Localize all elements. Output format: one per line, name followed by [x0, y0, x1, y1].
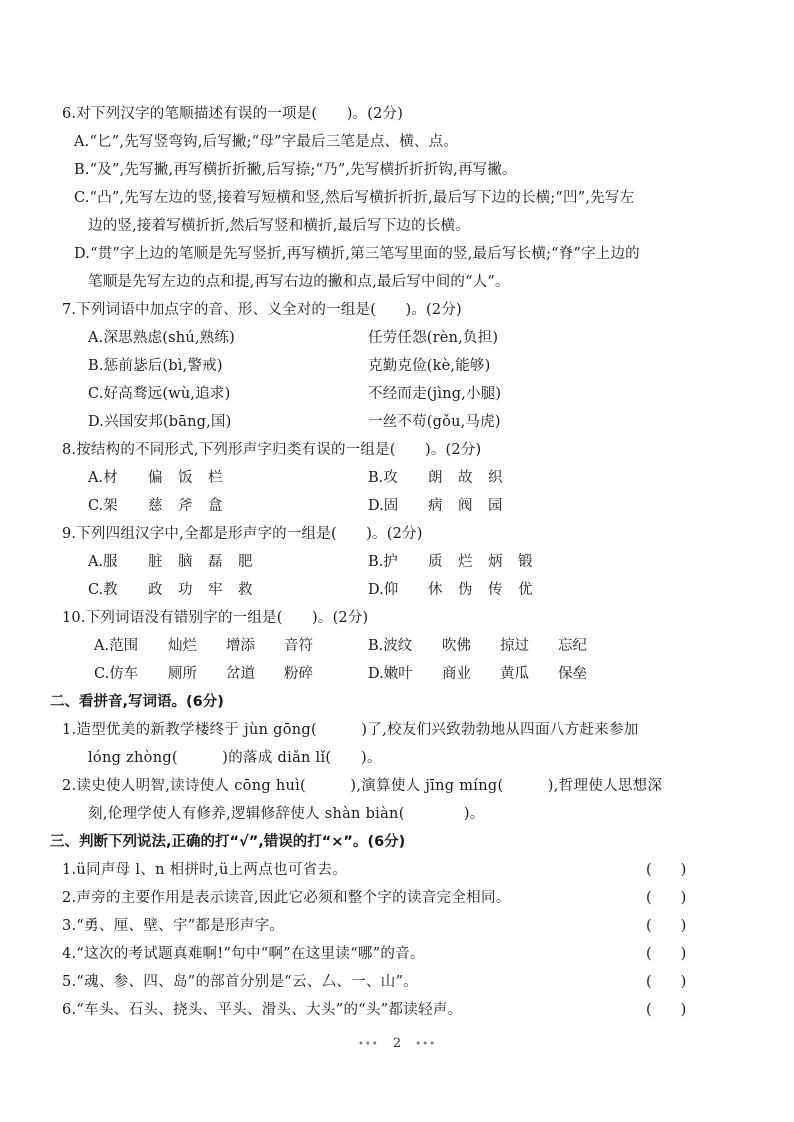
q8-d-char: 阀 [458, 498, 473, 514]
answer-paren: ( ) [646, 1002, 687, 1018]
q10-stem: 10.下列词语没有错别字的一组是( )。(2分) [62, 610, 369, 626]
q9-a-char: 脑 [178, 554, 193, 570]
q7-option-d-left: D.兴国安邦(bāng,国) [88, 414, 232, 430]
q10-c-word: 粉碎 [284, 666, 313, 682]
q6-option-d-line2: 笔顺是先写左边的点和提,再写右边的撇和点,最后写中间的“人”。 [88, 274, 510, 290]
q10-option-a [94, 634, 344, 655]
q10-b-word: B.波纹 [368, 638, 413, 654]
page-number: 2 [392, 1036, 402, 1051]
q9-d-char: 伪 [458, 582, 473, 598]
q9-b-char: 质 [428, 554, 443, 570]
footer-dots-left: ••• [358, 1039, 379, 1050]
q6-option-d-line1: D.“贯”字上边的笔顺是先写竖折,再写横折,第三笔写里面的竖,最后写长横;“脊”字上边的 [74, 246, 640, 262]
q8-option-b [368, 466, 518, 487]
q10-a-word: A.范围 [94, 638, 139, 654]
q9-option-b [368, 550, 548, 571]
judge-item-3: 3.“勇、厘、壁、宇”都是形声字。 [62, 918, 285, 934]
q6-option-b: B.“及”,先写撇,再写横折折撇,后写捺;“乃”,先写横折折折钩,再写撇。 [74, 162, 517, 178]
q10-b-word: 掠过 [500, 638, 529, 654]
section2-line2: lóng zhòng( )的落成 diǎn lǐ( )。 [88, 750, 382, 766]
footer-dots-right: ••• [415, 1039, 436, 1050]
q8-c-char: 斧 [178, 498, 193, 514]
q9-option-d [368, 578, 548, 599]
q9-b-char: 锻 [518, 554, 533, 570]
q8-c-char: 慈 [148, 498, 163, 514]
q10-option-d [368, 662, 618, 683]
q9-stem: 9.下列四组汉字中,全都是形声字的一组是( )。(2分) [62, 526, 423, 542]
q8-d-char: D.固 [368, 498, 399, 514]
q10-a-word: 增添 [226, 638, 255, 654]
q8-b-char: 织 [488, 470, 503, 486]
answer-paren: ( ) [646, 946, 687, 962]
q9-option-c [88, 578, 268, 599]
q8-stem: 8.按结构的不同形式,下列形声字归类有误的一组是( )。(2分) [62, 442, 482, 458]
q8-d-char: 病 [428, 498, 443, 514]
q10-d-word: 黄瓜 [500, 666, 529, 682]
judge-item-6: 6.“车头、石头、挠头、平头、滑头、大头”的“头”都读轻声。 [62, 1002, 463, 1018]
section2-line3: 2.读史使人明智,读诗使人 cōng huì( ),演算使人 jīng míng( ),哲理使人思想深 [62, 778, 663, 794]
q9-a-char: 肥 [238, 554, 253, 570]
q8-c-char: 盒 [208, 498, 223, 514]
q7-option-d-right: 一丝不苟(gǒu,马虎) [368, 414, 501, 430]
page-footer [0, 1036, 794, 1051]
q8-option-a [88, 466, 238, 487]
q9-option-a [88, 550, 268, 571]
q9-d-char: 休 [428, 582, 443, 598]
answer-paren: ( ) [646, 974, 687, 990]
q7-stem: 7.下列词语中加点字的音、形、义全对的一组是( )。(2分) [62, 302, 462, 318]
q8-b-char: B.攻 [368, 470, 398, 486]
q9-b-char: 炳 [488, 554, 503, 570]
q8-a-char: A.材 [88, 470, 118, 486]
q7-option-a-left: A.深思熟虑(shú,熟练) [88, 330, 235, 346]
q10-c-word: 厕所 [168, 666, 197, 682]
q8-option-c [88, 494, 238, 515]
section2-title: 二、看拼音,写词语。(6分) [50, 694, 224, 710]
section2-line4: 刻,伦理学使人有修养,逻辑修辞使人 shàn biàn( )。 [88, 806, 485, 822]
q10-option-b [368, 634, 618, 655]
q8-c-char: C.架 [88, 498, 118, 514]
q7-option-b-right: 克勤克俭(kè,能够) [368, 358, 491, 374]
q7-option-b-left: B.惩前毖后(bì,警戒) [88, 358, 223, 374]
q9-c-char: 政 [148, 582, 163, 598]
q8-a-char: 饭 [178, 470, 193, 486]
q7-option-c-right: 不经而走(jìng,小腿) [368, 386, 502, 402]
q9-d-char: 传 [488, 582, 503, 598]
q6-stem: 6.对下列汉字的笔顺描述有误的一项是( )。(2分) [62, 106, 404, 122]
q9-d-char: 优 [518, 582, 533, 598]
q8-d-char: 园 [488, 498, 503, 514]
q10-c-word: 岔道 [226, 666, 255, 682]
q8-a-char: 栏 [208, 470, 223, 486]
q7-option-a-right: 任劳任怨(rèn,负担) [368, 330, 499, 346]
q6-option-c-line1: C.“凸”,先写左边的竖,接着写短横和竖,然后写横折折折,最后写下边的长横;“凹”,先写左 [74, 190, 635, 206]
q8-b-char: 故 [458, 470, 473, 486]
answer-paren: ( ) [646, 890, 687, 906]
q10-c-word: C.仿车 [94, 666, 139, 682]
q9-d-char: D.仰 [368, 582, 399, 598]
q6-option-c-line2: 边的竖,接着写横折折,然后写竖和横折,最后写下边的长横。 [88, 218, 470, 234]
q9-c-char: 功 [178, 582, 193, 598]
q9-a-char: A.服 [88, 554, 118, 570]
section2-line1: 1.造型优美的新教学楼终于 jùn gōng( )了,校友们兴致勃勃地从四面八方赶来参加 [62, 722, 639, 738]
q9-b-char: 烂 [458, 554, 473, 570]
q9-a-char: 磊 [208, 554, 223, 570]
q8-b-char: 朗 [428, 470, 443, 486]
judge-item-5: 5.“魂、参、四、岛”的部首分别是“云、厶、一、山”。 [62, 974, 419, 990]
q9-a-char: 脏 [148, 554, 163, 570]
q9-c-char: 救 [238, 582, 253, 598]
q8-option-d [368, 494, 518, 515]
q10-b-word: 吹佛 [442, 638, 471, 654]
judge-item-2: 2.声旁的主要作用是表示读音,因此它必须和整个字的读音完全相同。 [62, 890, 511, 906]
q10-d-word: D.嫩叶 [368, 666, 413, 682]
q10-option-c [94, 662, 344, 683]
q6-option-a: A.“匕”,先写竖弯钩,后写撇;“母”字最后三笔是点、横、点。 [74, 134, 459, 150]
q9-c-char: 牢 [208, 582, 223, 598]
q10-d-word: 商业 [442, 666, 471, 682]
q10-a-word: 灿烂 [168, 638, 197, 654]
answer-paren: ( ) [646, 862, 687, 878]
q9-b-char: B.护 [368, 554, 398, 570]
q7-option-c-left: C.好高骛远(wù,追求) [88, 386, 231, 402]
judge-item-4: 4.“这次的考试题真难啊!”句中“啊”在这里读“哪”的音。 [62, 946, 425, 962]
judge-item-1: 1.ü同声母 l、n 相拼时,ü上两点也可省去。 [62, 862, 348, 878]
q8-a-char: 偏 [148, 470, 163, 486]
section3-title: 三、判断下列说法,正确的打“√”,错误的打“×”。(6分) [50, 834, 406, 850]
q10-b-word: 忘纪 [558, 638, 587, 654]
q10-d-word: 保垒 [558, 666, 587, 682]
q10-a-word: 音符 [284, 638, 313, 654]
answer-paren: ( ) [646, 918, 687, 934]
q9-c-char: C.教 [88, 582, 118, 598]
